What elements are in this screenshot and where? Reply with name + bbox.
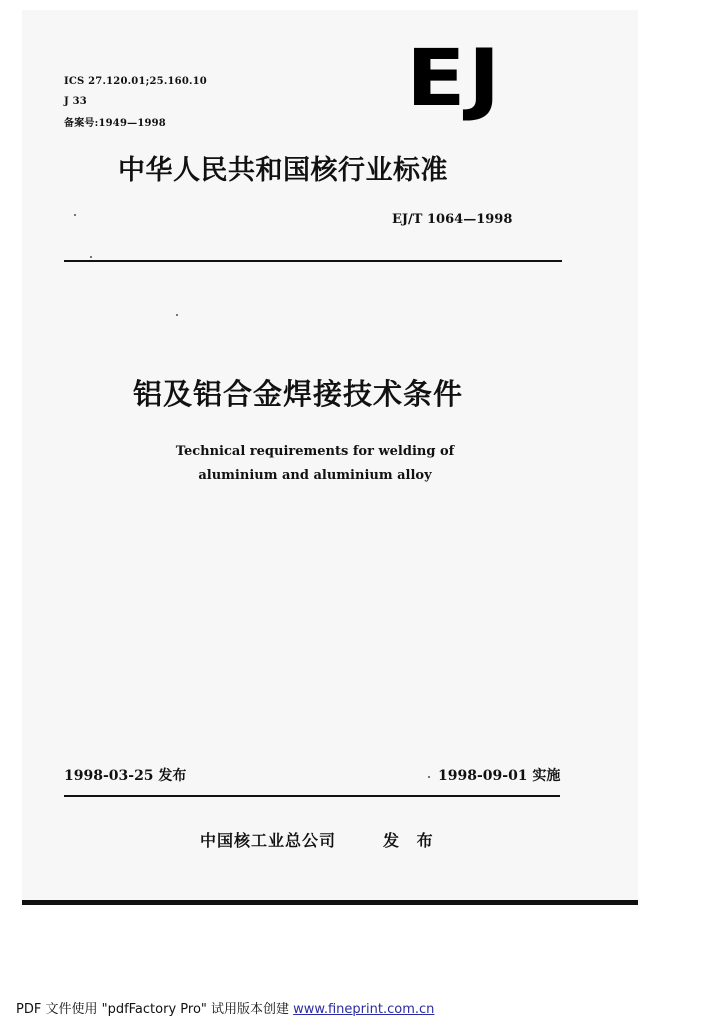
header-divider [64,260,562,262]
scan-speck [90,256,92,258]
issuer-name: 中国核工业总公司 [200,831,337,850]
issue-date: 1998-03-25 发布 [64,768,187,784]
page-bottom-border [22,900,638,905]
ej-logo: EJ [406,34,503,124]
document-title-en-line1: Technical requirements for welding of [175,444,455,459]
pdf-creator-footer [16,998,434,1017]
standard-title: 中华人民共和国核行业标准 [118,155,448,186]
document-title-cn: 铝及铝合金焊接技术条件 [133,377,464,411]
ics-code: ICS 27.120.01;25.160.10 [64,76,207,87]
standard-number: EJ/T 1064—1998 [392,212,513,227]
scan-speck [74,214,76,216]
document-title-en-line2: aluminium and aluminium alloy [198,468,432,483]
date-divider [64,795,560,797]
footer-notice: PDF 文件使用 "pdfFactory Pro" 试用版本创建 [16,1002,290,1017]
effective-date: 1998-09-01 实施 [438,768,561,784]
scan-speck [428,776,430,778]
record-number: 备案号:1949—1998 [64,118,166,129]
scan-speck [176,314,178,316]
classification-code: J 33 [64,96,87,107]
fineprint-link[interactable]: www.fineprint.com.cn [293,1002,435,1017]
issuer-label: 发 布 [383,831,439,850]
